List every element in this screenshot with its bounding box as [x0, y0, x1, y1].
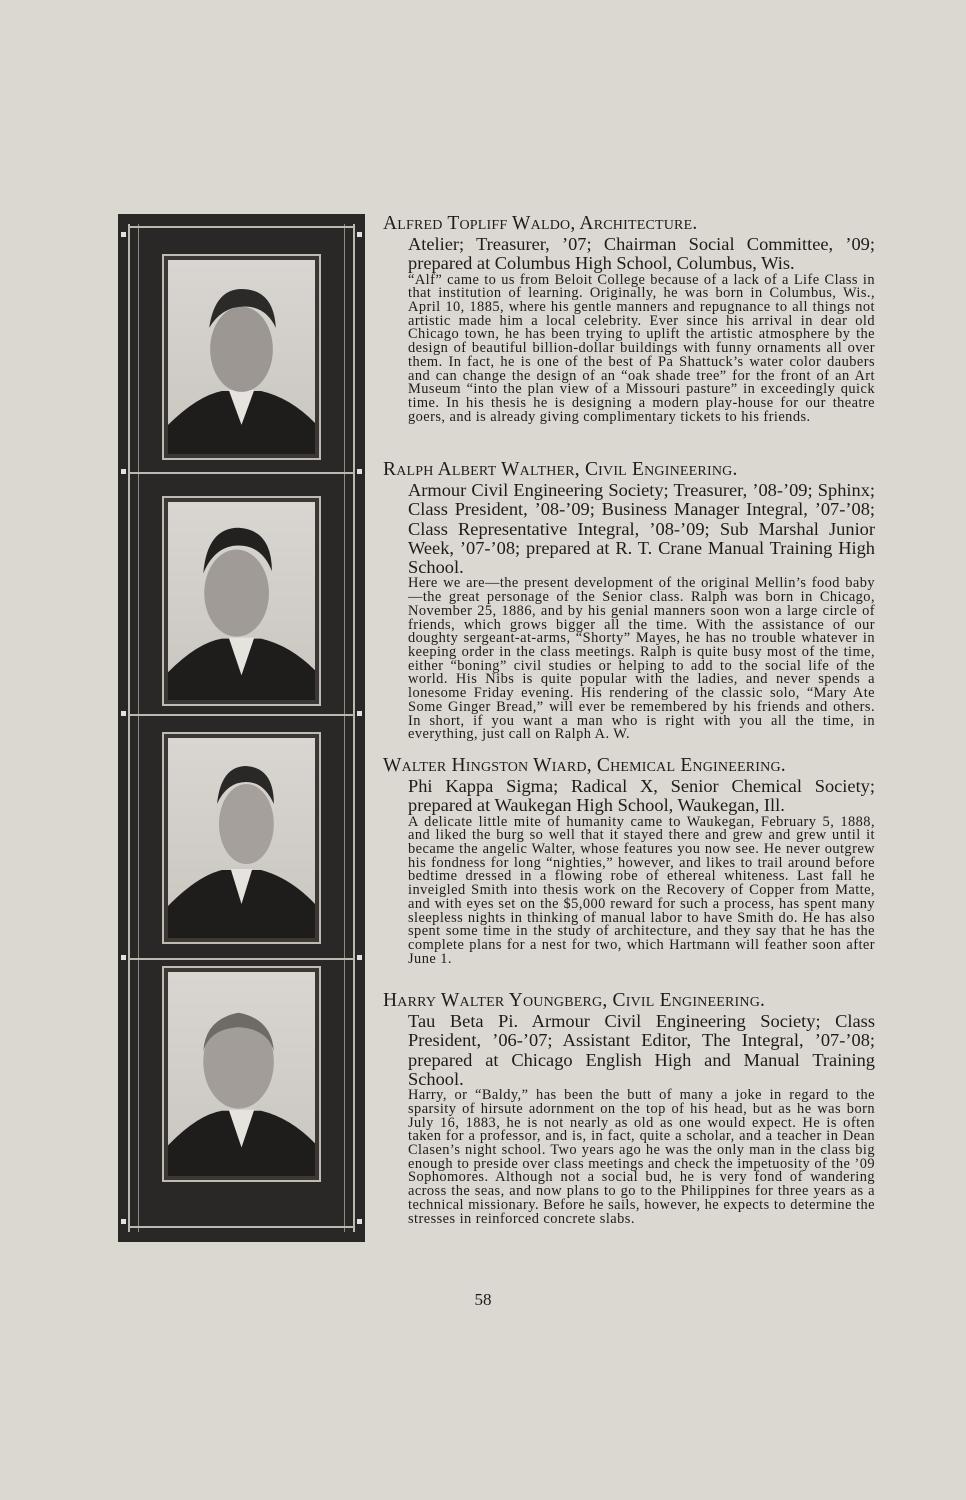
- ornament: [357, 469, 362, 474]
- ornament: [357, 232, 362, 237]
- ornament: [121, 232, 126, 237]
- student-activities: Tau Beta Pi. Armour Civil Engineering Society; Class President, ’06-’07; Assistant Editor, The Integral, ’07-’08; prepared at Chicago English High and Manual Training School.: [408, 1011, 875, 1089]
- entry-waldo: [383, 213, 875, 424]
- entry-wiard: [383, 755, 875, 966]
- student-bio: “Alf” came to us from Beloit College because of a lack of a Life Class in that institution of learning. Originally, he was born in Columbus, Wis., April 10, 1885, where his gentle manners and repugnance to all things not artistic made him a local celebrity. Ever since his arrival in dear old Chicago town, he has been trying to uplift the artistic atmosphere by the design of beautiful billion-dollar buildings with funny ornaments all over them. In fact, he is one of the best of Pa Shattuck’s water color daubers and can change the design of an “oak shade tree” for the front of an Art Museum “into the plan view of a Missouri pasture” in exceedingly quick time. In his thesis he is designing a modern play-house for our theatre goers, and is already giving complimentary tickets to his friends.: [408, 271, 875, 425]
- strip-border: [344, 224, 345, 1232]
- portrait-walther: [162, 496, 321, 706]
- student-activities: Phi Kappa Sigma; Radical X, Senior Chemical Society; prepared at Waukegan High School, Waukegan, Ill.: [408, 776, 875, 816]
- strip-border: [128, 224, 130, 1232]
- student-bio: Harry, or “Baldy,” has been the butt of many a joke in regard to the sparsity of hirsute adornment on the top of his head, but as he was born July 16, 1883, he is not nearly as old as one would expect. He is often taken for a professor, and is, in fact, quite a scholar, and a teacher in Dean Clasen’s night school. Two years ago he was the only man in the class big enough to preside over class meetings and check the impetuosity of the ’09 Sophomores. Although not a social bud, he is very fond of wandering across the seas, and now plans to go to the Philippines for three years as a technical missionary. Before he sails, however, he expects to determine the stresses in reinforced concrete slabs.: [408, 1087, 875, 1227]
- ornament: [121, 469, 126, 474]
- student-name: Ralph Albert Walther, Civil Engineering.: [383, 459, 738, 480]
- portrait-youngberg: [162, 966, 321, 1182]
- student-name: Harry Walter Youngberg, Civil Engineering.: [383, 990, 766, 1011]
- portrait-waldo: [162, 254, 321, 460]
- portrait-wiard: [162, 732, 321, 944]
- page-number: 58: [474, 1290, 492, 1309]
- strip-divider: [128, 958, 355, 960]
- entry-walther: [383, 459, 875, 742]
- strip-divider: [128, 226, 355, 228]
- student-name: Walter Hingston Wiard, Chemical Engineering.: [383, 755, 786, 776]
- ornament: [121, 955, 126, 960]
- portrait-strip: [118, 214, 365, 1242]
- entry-youngberg: [383, 990, 875, 1226]
- ornament: [357, 955, 362, 960]
- student-name: Alfred Topliff Waldo, Architecture.: [383, 213, 698, 234]
- ornament: [357, 711, 362, 716]
- ornament: [121, 1219, 126, 1224]
- student-activities: Atelier; Treasurer, ’07; Chairman Social Committee, ’09; prepared at Columbus High School, Columbus, Wis.: [408, 234, 875, 274]
- strip-border: [138, 224, 139, 1232]
- student-activities: Armour Civil Engineering Society; Treasurer, ’08-’09; Sphinx; Class President, ’08-’09; Business Manager Integral, ’07-’08; Class Representative Integral, ’08-’09; Sub Marshal Junior Week, ’07-’08; prepared at R. T. Crane Manual Training High School.: [408, 480, 875, 578]
- student-bio: Here we are—the present development of the original Mellin’s food baby—the great personage of the Senior class. Ralph was born in Chicago, November 25, 1886, and by his genial manners soon won a large circle of friends, which grows bigger all the time. With the assistance of our doughty sergeant-at-arms, “Shorty” Mayes, he has no trouble whatever in keeping order in the class meetings. Ralph is quite busy most of the time, either “boning” civil studies or helping to add to the social life of the world. His Nibs is quite popular with the ladies, and never spends a lonesome Friday evening. His rendering of the classic solo, “Mary Ate Some Ginger Bread,” will ever be remembered by his friends and others. In short, if you want a man who is right with you all the time, in everything, just call on Ralph A. W.: [408, 575, 875, 743]
- strip-divider: [128, 472, 355, 474]
- student-bio: A delicate little mite of humanity came to Waukegan, February 5, 1888, and liked the burg so well that it stayed there and grew and grew until it became the angelic Walter, whose features you now see. He never outgrew his fondness for long “nighties,” however, and likes to trail around before bedtime dressed in a flowing robe of ethereal whiteness. Last fall he inveigled Smith into thesis work on the Recovery of Copper from Matte, and with eyes set on the $5,000 reward for such a process, has spent many sleepless nights in thinking of manual labor to have Smith do. He has also spent some time in the study of architecture, and they say that he has the complete plans for a nest for two, which Hartmann will feather soon after June 1.: [408, 813, 875, 967]
- ornament: [357, 1219, 362, 1224]
- ornament: [121, 711, 126, 716]
- strip-divider: [128, 714, 355, 716]
- strip-border: [353, 224, 355, 1232]
- strip-divider: [128, 1226, 355, 1228]
